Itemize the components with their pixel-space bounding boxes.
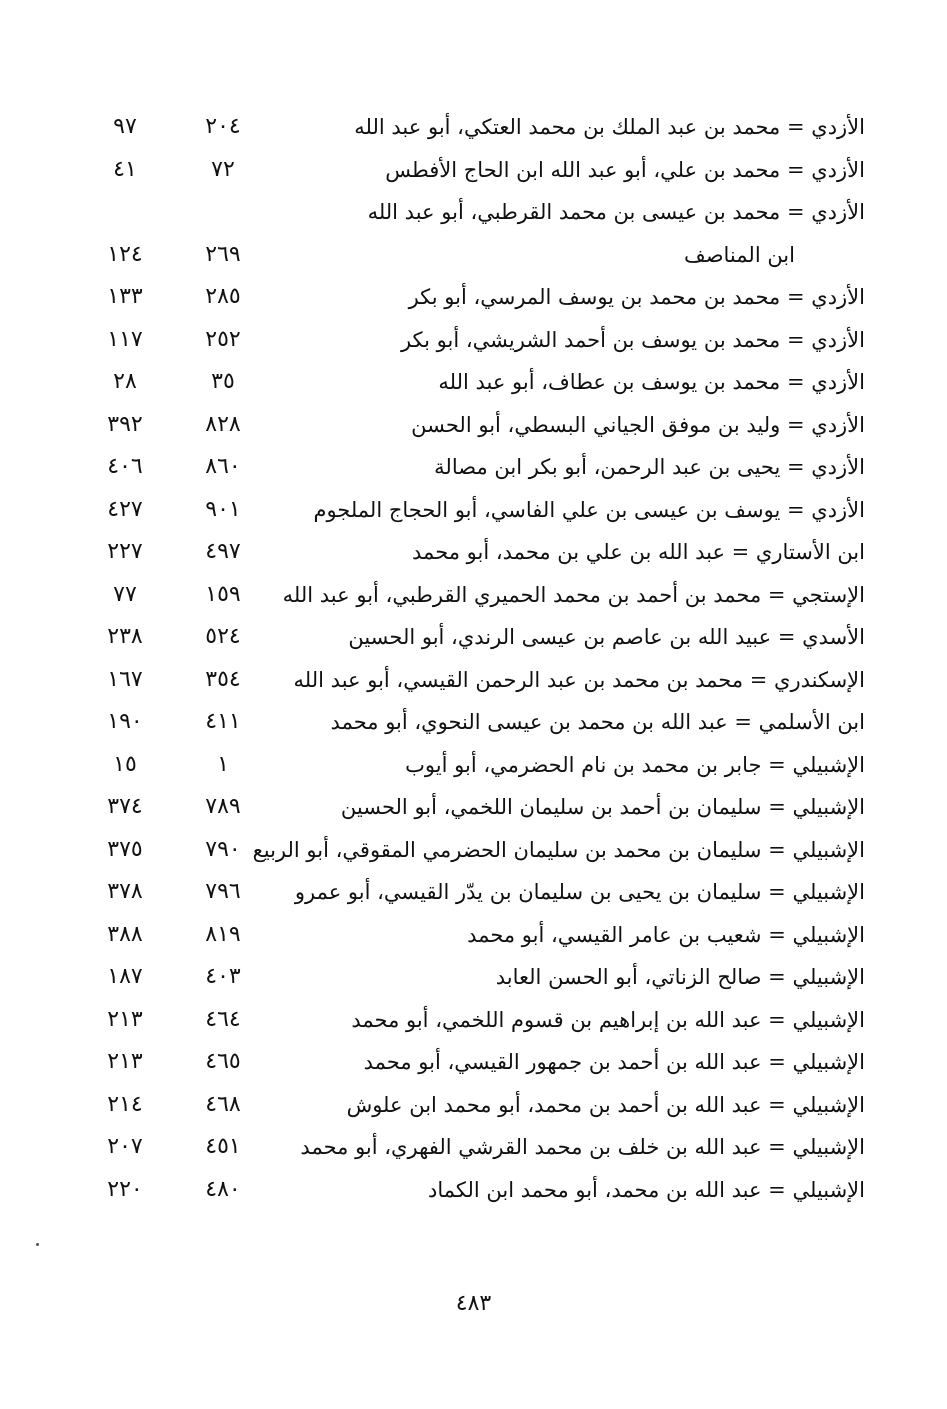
index-entry <box>60 958 865 1001</box>
entry-name: الإشبيلي = عبد الله بن أحمد بن محمد، أبو محمد ابن علوش <box>346 1092 865 1117</box>
entry-page: ١٣٣ <box>107 284 143 309</box>
entry-name: الأزدي = محمد بن عبد الملك بن محمد العتكي، أبو عبد الله <box>354 115 865 139</box>
page-speck <box>36 1243 39 1246</box>
index-entry <box>60 916 865 959</box>
entry-name: الإستجي = محمد بن أحمد بن محمد الحميري القرطبي، أبو عبد الله <box>282 582 865 607</box>
index-entry <box>60 873 865 916</box>
entry-page: ٤٢٧ <box>107 496 143 522</box>
index-entry <box>60 1128 865 1171</box>
entry-number: ٤٥١ <box>205 1134 241 1159</box>
entry-page: ٣٩٢ <box>107 411 143 437</box>
entry-name: الإشبيلي = صالح الزناتي، أبو الحسن العابد <box>495 965 865 989</box>
entry-page: ٢١٣ <box>107 1049 143 1074</box>
index-entry <box>60 1086 865 1129</box>
entry-name: الإشبيلي = عبد الله بن إبراهيم بن قسوم اللخمي، أبو محمد <box>351 1007 865 1032</box>
entry-number: ١ <box>217 751 229 777</box>
entry-number: ٢٥٢ <box>205 326 241 352</box>
entry-page: ١١٧ <box>107 326 143 352</box>
entry-name: ابن الأستاري = عبد الله بن علي بن محمد، أبو محمد <box>412 540 865 564</box>
entry-name: الأزدي = وليد بن موفق الجياني البسطي، أبو الحسن <box>411 412 865 437</box>
index-entry <box>60 491 865 534</box>
entry-number: ٧٩٠ <box>205 836 241 862</box>
entry-name: الإشبيلي = جابر بن محمد بن نام الحضرمي، أبو أيوب <box>405 752 865 777</box>
index-entry <box>60 661 865 704</box>
entry-page: ٢٠٧ <box>107 1134 143 1159</box>
index-entry <box>60 746 865 789</box>
entry-number: ٢٠٤ <box>205 114 241 139</box>
entry-name: الأزدي = محمد بن عيسى بن محمد القرطبي، أبو عبد الله <box>367 200 865 224</box>
entry-name: الإشبيلي = عبد الله بن خلف بن محمد القرشي الفهري، أبو محمد <box>300 1135 865 1159</box>
entry-number: ٢٨٥ <box>205 284 241 309</box>
index-entry <box>60 831 865 874</box>
index-entry <box>60 406 865 449</box>
index-entry <box>60 193 865 236</box>
entry-page: ٧٧ <box>113 581 137 607</box>
entry-page: ١٩٠ <box>107 709 143 734</box>
entry-number: ٣٥٤ <box>205 666 241 692</box>
entry-page: ٤١ <box>113 156 137 182</box>
index-entry <box>60 1001 865 1044</box>
entry-name: الإشبيلي = شعيب بن عامر القيسي، أبو محمد <box>467 922 865 947</box>
entry-name: الإشبيلي = سليمان بن محمد بن سليمان الحضرمي المقوقي، أبو الربيع <box>252 837 865 862</box>
entry-name: الإشبيلي = عبد الله بن أحمد بن جمهور القيسي، أبو محمد <box>363 1050 865 1074</box>
entry-page: ٣٧٥ <box>107 836 143 862</box>
entry-number: ٨١٩ <box>205 921 241 947</box>
page-number: ٤٨٣ <box>455 1291 492 1316</box>
entry-number: ٤١١ <box>205 709 241 734</box>
entry-name: الأزدي = يوسف بن عيسى بن علي الفاسي، أبو الحجاج الملجوم <box>313 497 865 522</box>
entry-number: ٧٨٩ <box>205 794 241 819</box>
entry-number: ٤٩٧ <box>205 539 241 564</box>
entry-number: ٧٢ <box>211 156 235 182</box>
entry-page: ١٦٧ <box>107 666 143 692</box>
entry-name: الأزدي = محمد بن علي، أبو عبد الله ابن الحاج الأفطس <box>385 157 865 182</box>
entry-number: ٧٩٦ <box>205 879 241 904</box>
entry-name: الإسكندري = محمد بن محمد بن عبد الرحمن القيسي، أبو عبد الله <box>293 667 865 692</box>
entry-page: ١٨٧ <box>107 964 143 989</box>
entry-name: ابن الأسلمي = عبد الله بن محمد بن عيسى النحوي، أبو محمد <box>330 710 865 734</box>
entry-page: ٢١٤ <box>107 1091 143 1117</box>
entry-page: ٢٨ <box>113 369 137 394</box>
entry-name: الأزدي = محمد بن يوسف بن أحمد الشريشي، أبو بكر <box>400 327 865 352</box>
entry-number: ٥٢٤ <box>205 624 241 649</box>
index-entry <box>60 151 865 194</box>
entry-number: ٤٦٥ <box>205 1049 241 1074</box>
index-entry <box>60 576 865 619</box>
entry-name: الأزدي = محمد بن محمد بن يوسف المرسي، أبو بكر <box>408 285 865 309</box>
entry-number: ٢٦٩ <box>205 241 241 267</box>
entry-number: ٤٠٣ <box>205 964 241 989</box>
entry-page: ٣٧٤ <box>107 794 143 819</box>
entry-number: ٤٨٠ <box>205 1176 241 1202</box>
entry-page: ٣٧٨ <box>107 879 143 904</box>
entry-name: الإشبيلي = عبد الله بن محمد، أبو محمد ابن الكماد <box>427 1177 865 1202</box>
entry-page: ٢١٣ <box>107 1006 143 1032</box>
index-entry <box>60 236 865 279</box>
entry-page: ٢٢٠ <box>107 1176 143 1202</box>
entry-number: ٤٦٤ <box>205 1006 241 1032</box>
index-entry <box>60 363 865 406</box>
index-entry <box>60 321 865 364</box>
entry-number: ٤٦٨ <box>205 1091 241 1117</box>
entry-page: ٢٢٧ <box>107 539 143 564</box>
index-entry <box>60 533 865 576</box>
index-entry <box>60 278 865 321</box>
entry-name: الأسدي = عبيد الله بن عاصم بن عيسى الرندي، أبو الحسين <box>348 625 865 649</box>
entry-page: ٩٧ <box>113 114 137 139</box>
entry-page: ١٥ <box>113 751 137 777</box>
index-entry <box>60 448 865 491</box>
entry-number: ٨٦٠ <box>205 454 241 479</box>
entry-name: الأزدي = محمد بن يوسف بن عطاف، أبو عبد الله <box>438 370 865 394</box>
index-entry <box>60 1043 865 1086</box>
entry-name: الإشبيلي = سليمان بن يحيى بن سليمان بن يدّر القيسي، أبو عمرو <box>294 880 865 904</box>
entry-number: ٣٥ <box>211 369 235 394</box>
entry-page: ٢٣٨ <box>107 624 143 649</box>
entry-number: ٩٠١ <box>205 496 241 522</box>
entry-page: ٤٠٦ <box>107 454 143 479</box>
entry-number: ١٥٩ <box>205 581 241 607</box>
entry-page: ٣٨٨ <box>107 921 143 947</box>
index-entries <box>60 108 865 1213</box>
index-entry <box>60 618 865 661</box>
index-entry <box>60 703 865 746</box>
entry-page: ١٢٤ <box>107 241 143 267</box>
entry-name-continuation: ابن المناصف <box>683 242 795 267</box>
entry-name: الإشبيلي = سليمان بن أحمد بن سليمان اللخمي، أبو الحسين <box>340 795 865 819</box>
index-entry <box>60 1171 865 1214</box>
index-entry <box>60 108 865 151</box>
index-entry <box>60 788 865 831</box>
entry-number: ٨٢٨ <box>205 411 241 437</box>
entry-name: الأزدي = يحيى بن عبد الرحمن، أبو بكر ابن مصالة <box>434 455 865 479</box>
